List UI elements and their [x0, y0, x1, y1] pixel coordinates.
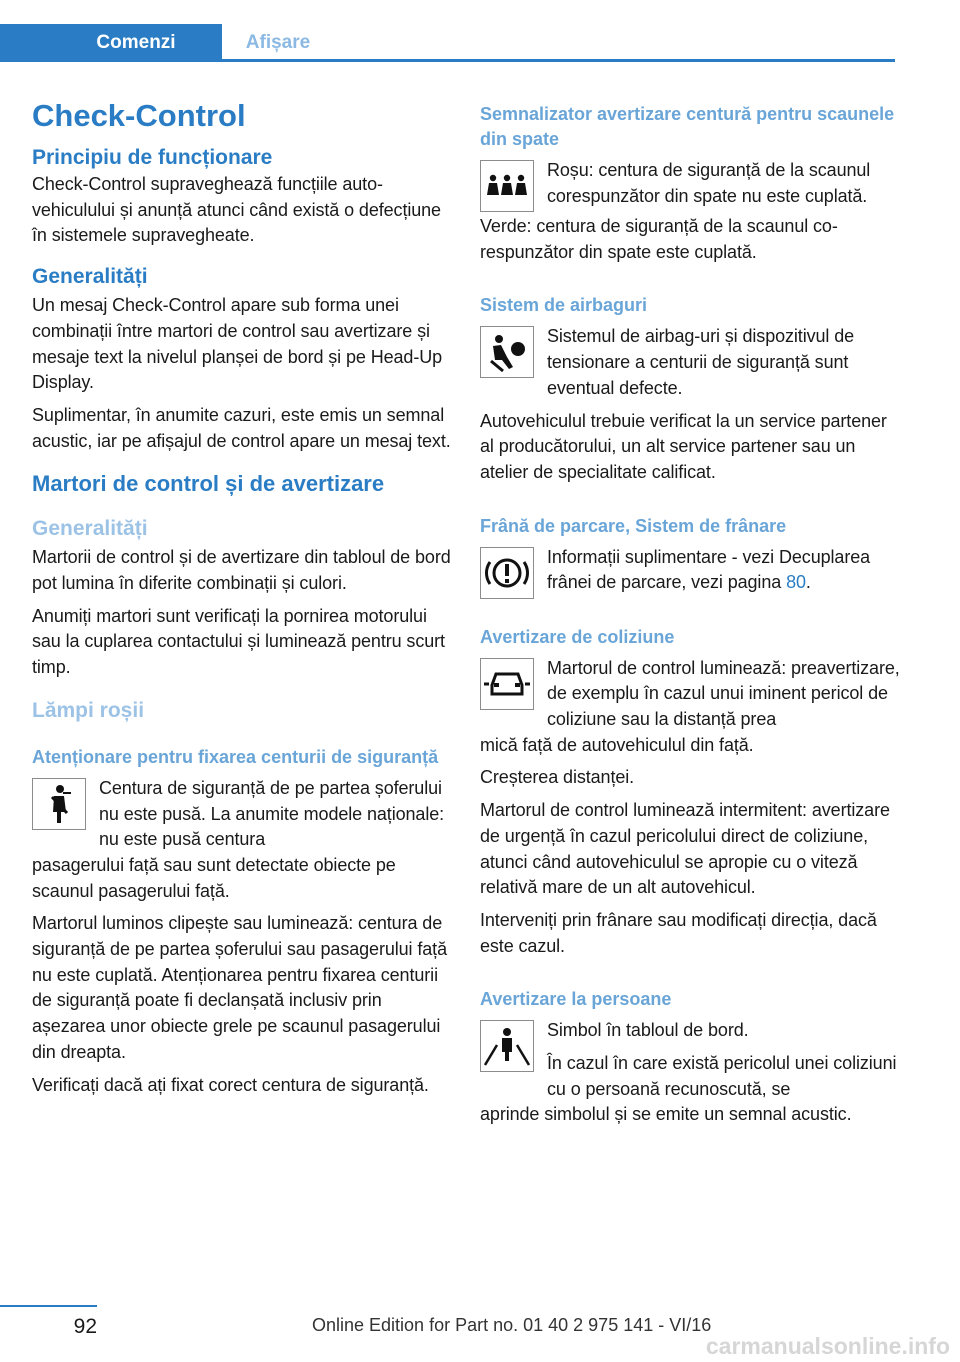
general-text-1: Un mesaj Check-Control apare sub forma unei combinații între martori de control sau avertizare și mesaje text la nivelul planșei de bord și pe Head-Up Display.	[32, 295, 443, 393]
rear-seatbelt-icon	[480, 160, 534, 212]
principle-text: Check-Control supraveghează funcțiile autovehiculului și anunță atunci când există o defecțiune în sistemele supravegheate.	[32, 174, 441, 246]
seatbelt-text-cont: pasagerului față sau sunt detectate obiecte pe scaunul pasagerului față.	[32, 854, 396, 901]
collision-warning-icon	[480, 658, 534, 710]
page-number: 92	[73, 1315, 97, 1338]
rear-seatbelt-heading: Semnalizator avertizare centură pentru scaunele din spate	[480, 104, 895, 149]
person-block	[480, 1012, 900, 1102]
header-rule	[0, 59, 895, 62]
person-text-2-icon: În cazul în care există pericolul unei coliziuni cu o persoană recunoscută, se	[547, 1053, 897, 1099]
page-title: Check-Control	[32, 98, 246, 133]
tab-afisare[interactable]: Afișare	[222, 24, 334, 59]
collision-text-icon: Martorul de control luminează: preavertizare, de exemplu în cazul unui iminent pericol de coliziune sau la distanță prea	[547, 657, 900, 730]
edition-note: Online Edition for Part no. 01 40 2 975 141 - VI/16	[312, 1315, 712, 1335]
brake-block	[480, 539, 900, 601]
collision-text-3: Martorul de control luminează intermitent: avertizare de urgență în cazul pericolului direct de coliziune, atunci când autovehiculul se apropie cu o viteză relativă mare de un alt autovehicul.	[480, 800, 890, 898]
general-heading: Generalități	[32, 265, 148, 289]
person-text-2-cont: aprinde simbolul și se emite un semnal acustic.	[480, 1104, 852, 1125]
collision-text-cont: mică față de autovehiculul din față.	[480, 734, 754, 755]
footer-rule	[0, 1305, 97, 1307]
brake-heading: Frână de parcare, Sistem de frânare	[480, 515, 787, 536]
person-text-1: Simbol în tabloul de bord.	[547, 1020, 749, 1041]
airbag-block	[480, 318, 900, 401]
pedestrian-warning-icon	[480, 1020, 534, 1072]
general2-text-2: Anumiți martori sunt verificați la pornirea motorului sau la cuplarea contactului și luminează pentru scurt timp.	[32, 605, 445, 678]
section-tabs	[0, 24, 895, 62]
airbag-icon	[480, 326, 534, 378]
collision-text-4: Interveniți prin frânare sau modificați direcția, dacă este cazul.	[480, 909, 877, 956]
general-text-2: Suplimentar, în anumite cazuri, este emis un semnal acustic, iar pe afișajul de control apare un mesaj text.	[32, 404, 451, 451]
rear-seatbelt-text-2: Verde: centura de siguranță de la scaunul corespunzător din spate este cuplată.	[480, 216, 838, 262]
warning-lights-heading: Martori de control și de avertizare	[32, 471, 385, 497]
brake-warning-icon	[480, 547, 534, 599]
tab-comenzi[interactable]: Comenzi	[0, 24, 222, 59]
seatbelt-warning-icon	[32, 778, 86, 830]
collision-block	[480, 650, 900, 733]
seatbelt-text-2: Martorul luminos clipește sau luminează: centura de siguranță de pe partea șoferului sau pasagerului față nu este cuplată. Atenționarea pentru fixarea centurii de siguranță poate fi declanșată inclusiv prin așezarea unor obiecte grele pe scaunul pasagerului din dreapta.	[32, 913, 447, 1062]
right-column	[480, 102, 900, 1135]
collision-heading: Avertizare de coliziune	[480, 626, 675, 647]
brake-text: Informații suplimentare - vezi Decuplarea frânei de parcare, vezi pagina 80.	[547, 546, 871, 593]
left-column	[32, 96, 452, 1105]
airbag-text-icon: Sistemul de airbag-uri și dispozitivul de tensionare a centurii de siguranță sunt eventual defecte.	[547, 326, 855, 398]
general2-heading: Generalități	[32, 517, 148, 541]
general2-text-1: Martorii de control și de avertizare din tabloul de bord pot lumina în diferite combinații și culori.	[32, 547, 451, 594]
watermark: carmanualsonline.info	[705, 1333, 950, 1359]
seatbelt-text-3: Verificați dacă ați fixat corect centura de siguranță.	[32, 1074, 429, 1095]
airbag-text-2: Autovehiculul trebuie verificat la un service partener al producătorului, un alt service partener sau un atelier de specialitate calificat.	[480, 410, 887, 482]
rear-seatbelt-text-icon: Roșu: centura de siguranță de la scaunul corespunzător din spate nu este cuplată.	[547, 160, 871, 206]
person-heading: Avertizare la persoane	[480, 989, 672, 1010]
seatbelt-text-icon: Centura de siguranță de pe partea șoferului nu este pusă. La anumite modele naționale: nu este pusă centura	[99, 777, 445, 850]
page-80-link[interactable]: 80	[786, 572, 806, 593]
rear-seatbelt-block	[480, 152, 900, 214]
collision-text-2: Creșterea distanței.	[480, 767, 635, 788]
red-lights-heading: Lămpi roșii	[32, 698, 145, 722]
principle-heading: Principiu de funcționare	[32, 146, 273, 169]
airbag-heading: Sistem de airbaguri	[480, 295, 648, 316]
seatbelt-heading: Atenționare pentru fixarea centurii de siguranță	[32, 746, 439, 767]
seatbelt-block	[32, 770, 452, 853]
